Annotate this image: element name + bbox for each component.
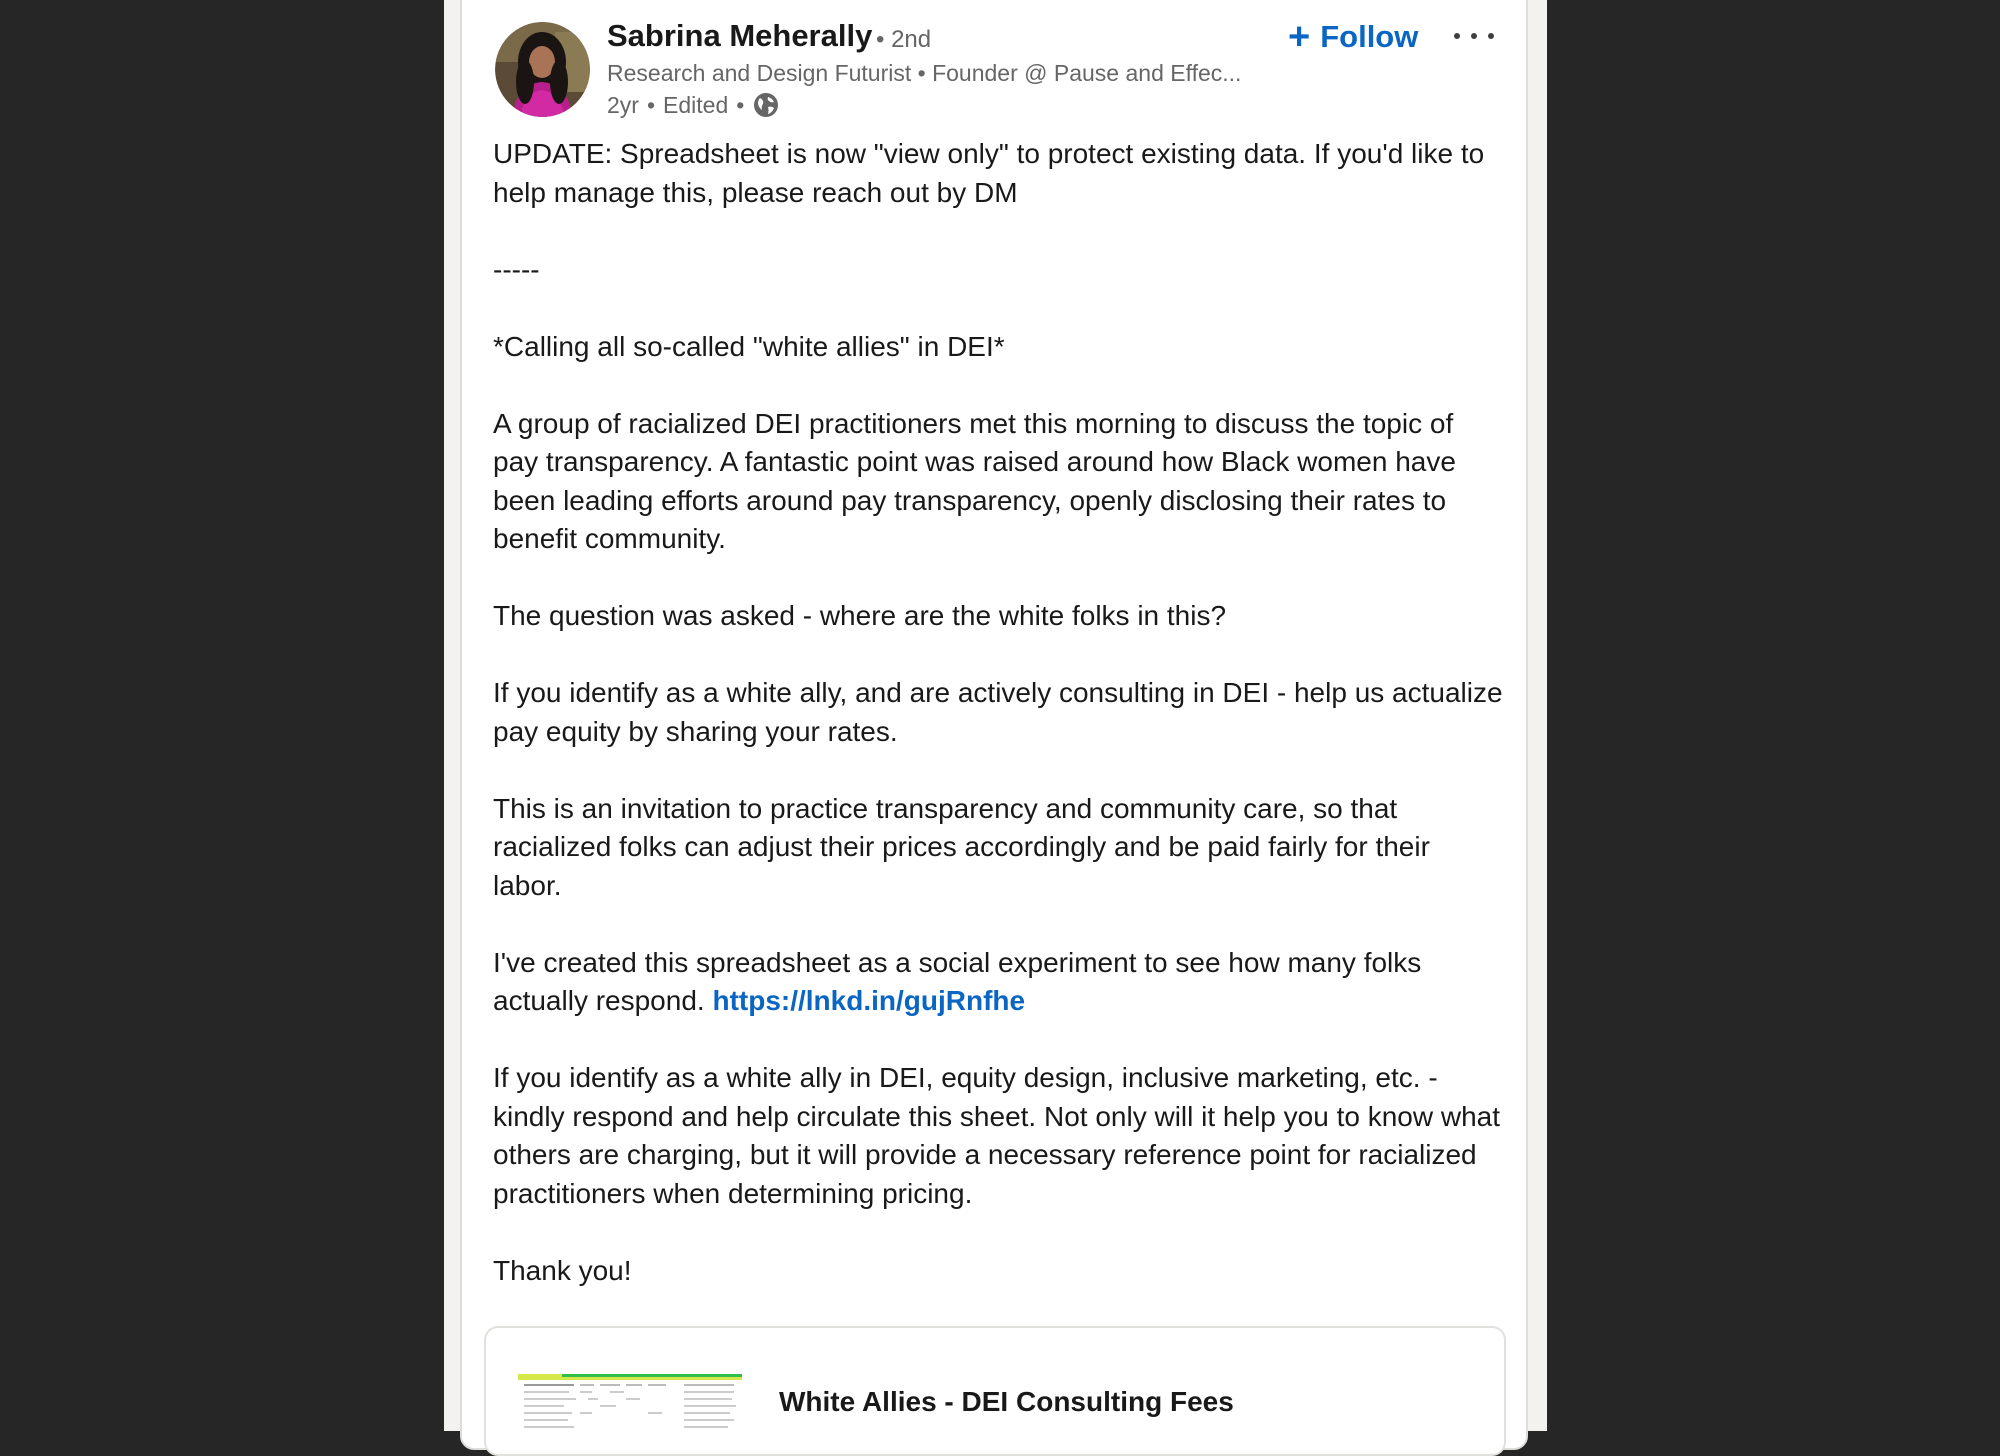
spreadsheet-thumbnail[interactable]	[518, 1374, 742, 1434]
more-options-button[interactable]	[1454, 18, 1494, 54]
post-time: 2yr	[607, 91, 639, 118]
plus-icon: +	[1288, 16, 1311, 58]
avatar[interactable]	[495, 22, 590, 117]
post-paragraph: Thank you!	[493, 1254, 632, 1286]
attachment-title[interactable]: White Allies - DEI Consulting Fees	[779, 1386, 1234, 1417]
follow-label: Follow	[1320, 19, 1419, 54]
spreadsheet-link[interactable]: https://lnkd.in/gujRnfhe	[712, 985, 1026, 1016]
globe-icon	[752, 91, 780, 119]
more-options-icon-dot	[1488, 33, 1494, 39]
meta-separator: •	[646, 91, 656, 118]
post-paragraph: If you identify as a white ally, and are actively consulting in DEI - help us actualize pay equity by sharing your rates.	[493, 677, 1503, 747]
more-options-icon-dot	[1454, 33, 1460, 39]
post-paragraph: The question was asked - where are the white folks in this?	[493, 600, 1227, 631]
post-meta	[607, 91, 780, 119]
post-paragraph: A group of racialized DEI practitioners met this morning to discuss the topic of pay transparency. A fantastic point was raised around how Black women have been leading efforts around pay transparency, openly disclosing their rates to benefit community.	[493, 407, 1456, 554]
post-paragraph-with-link	[493, 944, 1503, 1021]
meta-separator: •	[736, 91, 745, 118]
post-paragraph: This is an invitation to practice transparency and community care, so that racialized folks can adjust their prices accordingly and be paid fairly for their labor.	[493, 792, 1430, 901]
post-paragraph: If you identify as a white ally in DEI, equity design, inclusive marketing, etc. - kindly respond and help circulate this sheet. Not only will it help you to know what others are charging, but it will provide a necessary reference point for racialized practitioners when determining pricing.	[493, 1062, 1500, 1209]
post-paragraph: *Calling all so-called "white allies" in DEI*	[493, 330, 1005, 362]
link-paragraph-text: I've created this spreadsheet as a social experiment to see how many folks actually respond.	[493, 946, 1422, 1016]
author-name[interactable]: Sabrina Meherally	[607, 18, 873, 53]
post-paragraph: -----	[493, 253, 540, 285]
edited-label: Edited	[663, 91, 729, 118]
follow-button[interactable]	[1288, 12, 1418, 62]
post-paragraph: UPDATE: Spreadsheet is now "view only" to protect existing data. If you'd like to help manage this, please reach out by DM	[493, 138, 1485, 208]
more-options-icon-dot	[1471, 33, 1477, 39]
post-body	[493, 135, 1503, 1329]
connection-degree: • 2nd	[876, 26, 932, 53]
author-headline: Research and Design Futurist • Founder @ Pause and Effec...	[607, 60, 1242, 86]
